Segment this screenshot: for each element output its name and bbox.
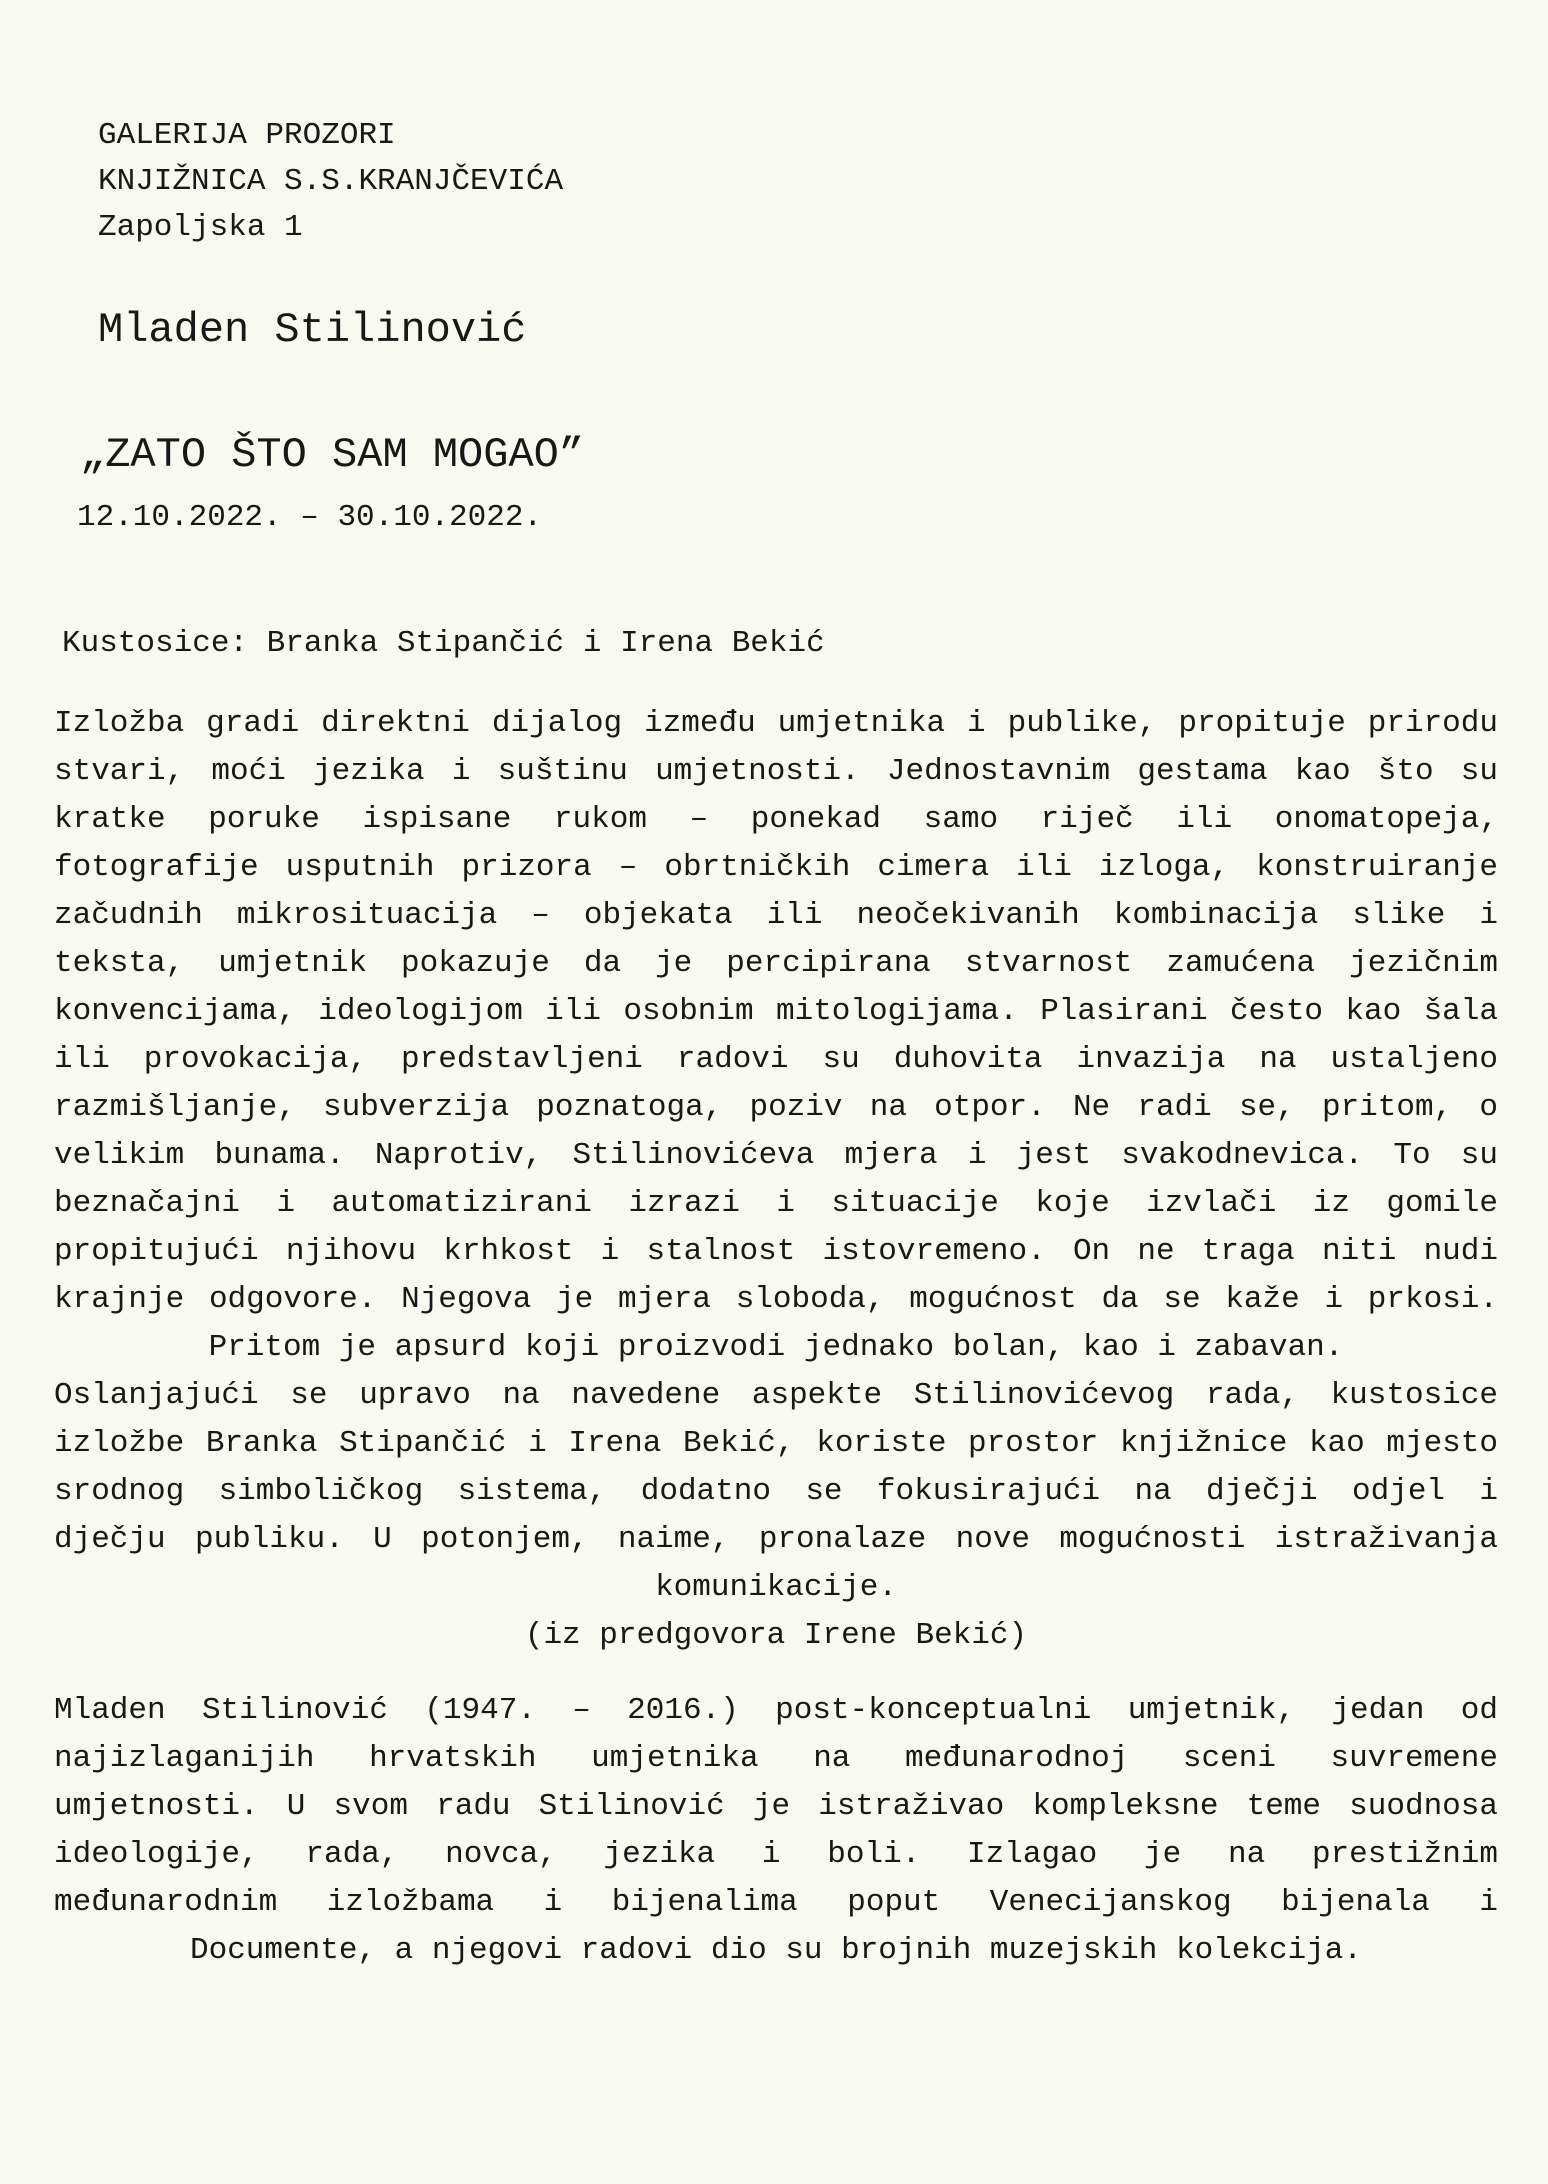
exhibition-title: „ZATO ŠTO SAM MOGAO” [80, 431, 585, 479]
text-line: fotografije usputnih prizora – obrtničkih cimera ili izloga, konstruiranje [54, 850, 1498, 885]
text-line: razmišljanje, subverzija poznatoga, poziv na otpor. Ne radi se, pritom, o [54, 1090, 1498, 1125]
artist-bio [54, 1687, 1498, 1975]
text-line: teksta, umjetnik pokazuje da je percipirana stvarnost zamućena jezičnim [54, 946, 1498, 981]
text-line: Documente, a njegovi radovi dio su brojnih muzejskih kolekcija. [190, 1933, 1362, 1968]
text-line: Pritom je apsurd koji proizvodi jednako bolan, kao i zabavan. [208, 1330, 1344, 1365]
text-line: začudnih mikrosituacija – objekata ili neočekivanih kombinacija slike i [54, 898, 1498, 933]
text-line: Izložba gradi direktni dijalog između umjetnika i publike, propituje prirodu [54, 706, 1498, 741]
text-line: međunarodnim izložbama i bijenalima poput Venecijanskog bijenala i [54, 1885, 1498, 1920]
text-line: ideologije, rada, novca, jezika i boli. Izlagao je na prestižnim [54, 1837, 1498, 1872]
curators-line: Kustosice: Branka Stipančić i Irena Bekić [62, 626, 825, 661]
text-line: beznačajni i automatizirani izrazi i situacije koje izvlači iz gomile [54, 1186, 1498, 1221]
text-line: stvari, moći jezika i suštinu umjetnosti. Jednostavnim gestama kao što su [54, 754, 1498, 789]
artist-name: Mladen Stilinović [98, 306, 527, 354]
gallery-name: GALERIJA PROZORI [98, 118, 396, 153]
text-line: krajnje odgovore. Njegova je mjera sloboda, mogućnost da se kaže i prkosi. [54, 1282, 1498, 1317]
text-line: propitujući njihovu krhkost i stalnost istovremeno. On ne traga niti nudi [54, 1234, 1498, 1269]
text-line: velikim bunama. Naprotiv, Stilinovićeva mjera i jest svakodnevica. To su [54, 1138, 1498, 1173]
text-line: Oslanjajući se upravo na navedene aspekte Stilinovićevog rada, kustosice [54, 1378, 1498, 1413]
press-text [54, 700, 1498, 1660]
text-line: konvencijama, ideologijom ili osobnim mitologijama. Plasirani često kao šala [54, 994, 1498, 1029]
text-line: Mladen Stilinović (1947. – 2016.) post-konceptualni umjetnik, jedan od [54, 1693, 1498, 1728]
text-line: umjetnosti. U svom radu Stilinović je istraživao kompleksne teme suodnosa [54, 1789, 1498, 1824]
text-line: izložbe Branka Stipančić i Irena Bekić, koriste prostor knjižnice kao mjesto [54, 1426, 1498, 1461]
venue-address: Zapoljska 1 [98, 210, 303, 245]
library-name: KNJIŽNICA S.S.KRANJČEVIĆA [98, 164, 564, 199]
text-line: dječju publiku. U potonjem, naime, pronalaze nove mogućnosti istraživanja [54, 1522, 1498, 1557]
document-column [54, 113, 1498, 1975]
text-line: (iz predgovora Irene Bekić) [524, 1618, 1028, 1653]
text-line: komunikacije. [655, 1570, 897, 1605]
text-line: ili provokacija, predstavljeni radovi su duhovita invazija na ustaljeno [54, 1042, 1498, 1077]
venue-header [54, 113, 1498, 251]
text-line: kratke poruke ispisane rukom – ponekad samo riječ ili onomatopeja, [54, 802, 1498, 837]
text-line: najizlaganijih hrvatskih umjetnika na međunarodnoj sceni suvremene [54, 1741, 1498, 1776]
exhibition-dates: 12.10.2022. – 30.10.2022. [77, 500, 543, 535]
text-line: srodnog simboličkog sistema, dodatno se fokusirajući na dječji odjel i [54, 1474, 1498, 1509]
